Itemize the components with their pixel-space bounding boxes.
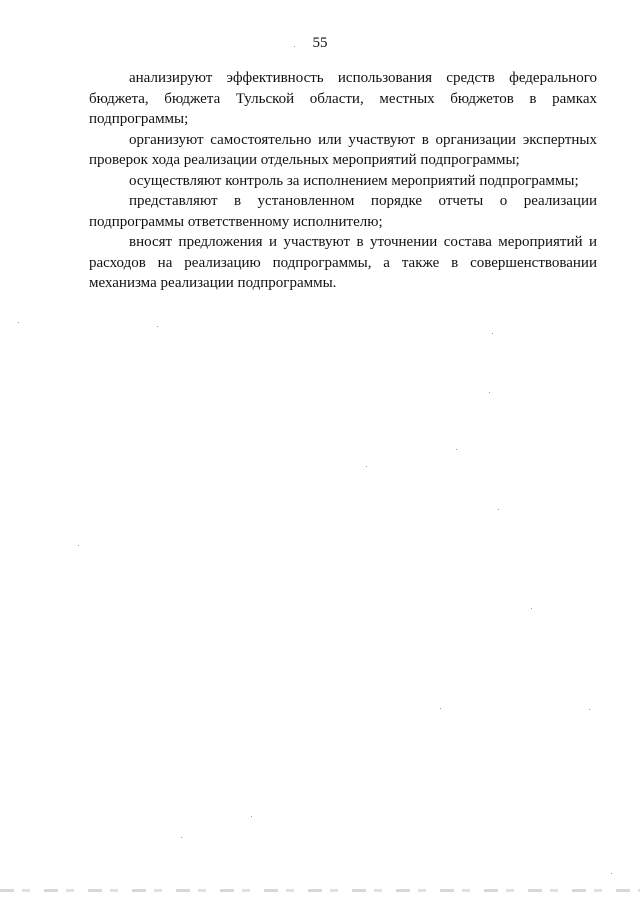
scan-speck bbox=[589, 709, 590, 710]
scan-speck bbox=[181, 837, 182, 838]
scan-speck bbox=[611, 873, 612, 874]
paragraph: представляют в установленном порядке отчеты о реализации подпрограммы ответственному исполнителю; bbox=[89, 193, 597, 230]
scan-speck bbox=[498, 509, 499, 510]
paragraph: организуют самостоятельно или участвуют в организации экспертных проверок хода реализации отдельных мероприятий подпрограммы; bbox=[89, 131, 597, 168]
scan-border-artifact bbox=[0, 889, 640, 892]
scan-speck bbox=[492, 333, 493, 334]
scan-speck bbox=[531, 608, 532, 609]
paragraph: вносят предложения и участвуют в уточнении состава мероприятий и расходов на реализацию подпрограммы, а также в совершенствовании механизма реализации подпрограммы. bbox=[89, 234, 597, 291]
scan-speck bbox=[251, 816, 252, 817]
scan-speck bbox=[440, 708, 441, 709]
scan-speck bbox=[157, 326, 158, 327]
scan-speck bbox=[489, 392, 490, 393]
paragraph: анализируют эффективность использования средств федерального бюджета, бюджета Тульской области, местных бюджетов в рамках подпрограммы; bbox=[89, 70, 597, 127]
scan-speck bbox=[456, 449, 457, 450]
scan-speck bbox=[294, 46, 295, 47]
paragraph: осуществляют контроль за исполнением мероприятий подпрограммы; bbox=[129, 172, 579, 189]
scan-speck bbox=[366, 466, 367, 467]
document-body bbox=[89, 68, 597, 294]
scan-speck bbox=[78, 545, 79, 546]
scan-speck bbox=[18, 322, 19, 323]
page-number: 55 bbox=[312, 35, 328, 51]
